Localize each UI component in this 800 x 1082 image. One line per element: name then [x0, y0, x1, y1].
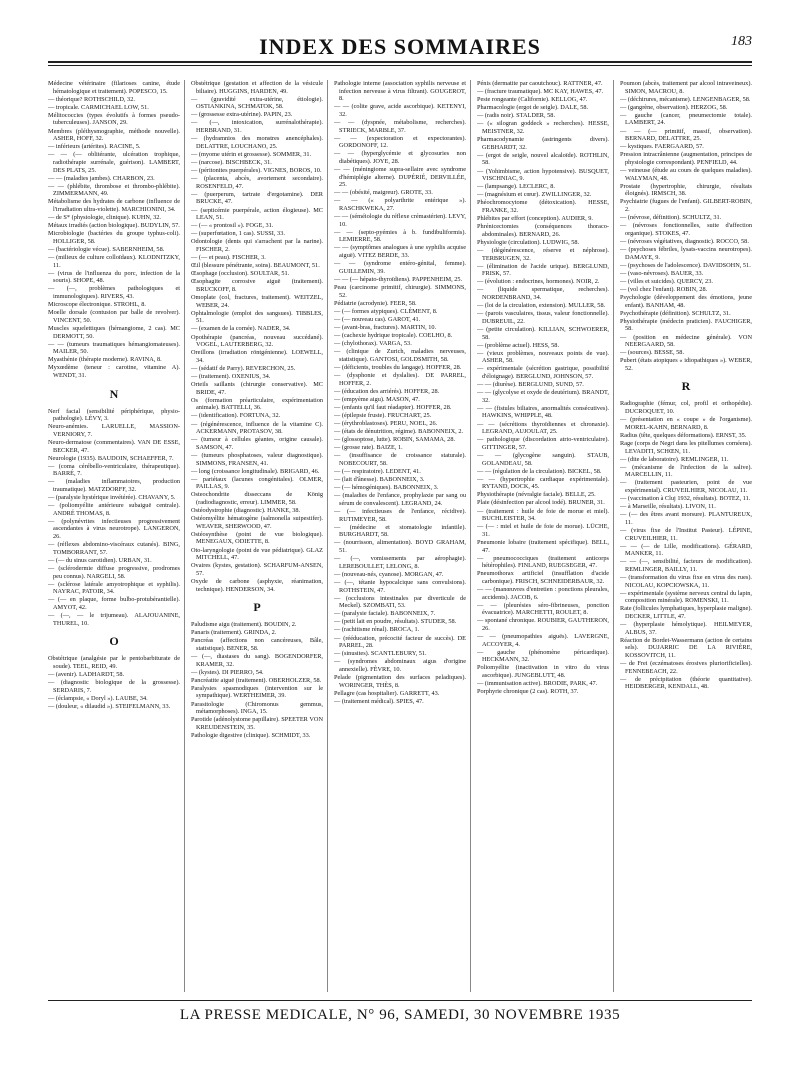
index-entry: — (névrose, définition). SCHULTZ, 31. [620, 214, 722, 222]
index-entry: — (petite circulation). KILLIAN, SCHWOERER, 58. [477, 325, 609, 341]
index-entry: Œsophage (occlusion). SOULTAR, 51. [191, 270, 290, 278]
index-entry: — — (— oblitérante, ulcération trophique, radiothérapie surrénale, guérison). LAMBERT, DES PLATS, 25. [48, 151, 180, 174]
index-entry: — (paralysie hystérique invétérée). CHAVANY, 5. [48, 494, 176, 502]
index-entry: Parotide (adénolystome papillaire). SPEETER VON KREUDENSTEIN, 35. [191, 716, 323, 731]
index-entry: — (— et peau). FISCHER, 3. [191, 254, 266, 262]
index-entry: — (évolution : endocrines, hormones). NOIR, 2. [477, 278, 600, 286]
index-entry: — — (régulation de la circulation). BICKEL, 58. [477, 467, 602, 475]
index-entry: — — (manœuvres d'entretien : ponctions pleurales, accidents). JACOB, 6. [477, 586, 609, 601]
index-entry: — (mécanisme de l'infection de la salive). MARCELLIN, 11. [620, 463, 752, 479]
index-entry: — (grosse rate). BAIZE, 1. [334, 444, 403, 452]
index-entry: — (examen de la cornée). NADER, 34. [191, 325, 291, 333]
index-entry: — gauche (cancer, pneumectomie totale). LAMBERT, 24. [620, 111, 752, 127]
index-entry: — (médecine et stomatologie infantile). BURGHARDT, 58. [334, 523, 466, 539]
index-entry: — (états de dénutrition, régime). BABONNEIX, 2. [334, 428, 464, 436]
index-entry: — (milieux de culture colloïdaux). KLODNITZKY, 11. [48, 254, 180, 269]
index-entry: Pharmacodynamie (astringents divers). GEBHARDT, 32. [477, 136, 609, 151]
index-entry: — théorique? ROTHSCHILD, 32. [48, 95, 135, 103]
index-entry: Pancréatite aiguë (traitement). OBERHOLZER, 58. [191, 676, 322, 684]
index-entry: — (liquide spermatique, recherches). NORDENBRAND, 34. [477, 286, 609, 302]
index-entry: — (polynévrites infectieuses progressivement ascendantes à virus neurotrope). LANGERON, 26. [48, 517, 180, 541]
index-entry: Plaie (désinfection par alcool iodé). BRUNER, 31. [477, 499, 605, 507]
index-entry: — spontané chronique. ROUBIER, GAUTHERON, 26. [477, 617, 609, 632]
index-entry: Paludisme aigu (traitement). BOUDIN, 2. [191, 621, 297, 629]
index-entry: — (rééducation, précocité facteur de succès). DE PARREL, 28. [334, 634, 466, 650]
index-entry: Métaux irradiés (action biologique). BUDYLIN, 57. [48, 222, 180, 230]
index-columns [48, 80, 752, 992]
index-column [620, 80, 752, 992]
index-entry: — pariétaux (lacunes congénitales). OLMER, PAILLAS, 9. [191, 475, 323, 491]
index-entry: Neuro-dermatose (commentaires). VAN DE ESSE, BECKER, 47. [48, 438, 180, 454]
index-entry: Phlébites par effort (conception). AUDIER, 9. [477, 215, 593, 223]
index-entry: — — (obésité, maigreur). GROTE, 33. [334, 189, 433, 197]
index-entry: — (nourrisson, alimentation). BOYD GRAHAM, 51. [334, 539, 466, 555]
index-entry: Poliomyélite (inactivation in vitro du virus ascorbique). JUNGEBLUTT, 48. [477, 664, 609, 680]
index-entry: — (immunisation active). BRODIE, PARK, 47. [477, 680, 598, 688]
index-entry: — (—, vomissements par aérophagie). LEREBOULLET, LELONG, 8. [334, 555, 466, 570]
index-entry: — (clinique de Zurich, maladies nerveuses, statistique). GANTOSI, GOLDSMITH, 58. [334, 348, 466, 363]
index-entry: Psychothérapie (définition). SCHULTZ, 31. [620, 309, 731, 317]
index-entry: Pubert (états atopiques « idiopathiques »). WEBER, 52. [620, 357, 752, 372]
index-entry: Obstétrique (gestation et affection de la vésicule biliaire). HUGGINS, HARDEN, 49. [191, 80, 323, 95]
index-entry: — (— nouveau cas). GAROT, 41. [334, 315, 421, 323]
index-entry: — (vol chez l'enfant). ROBIN, 28. [620, 285, 708, 293]
index-entry: Omoplate (col, fractures, traitement). WEITZEL, WEBER, 24. [191, 294, 323, 309]
index-entry: — (villes et suicides). QUERCY, 23. [620, 277, 713, 285]
index-entry: Pneumothorax artificiel (insufflation d'acide carbonique). FRISCH, SCHNEIDERBAUR, 32. [477, 570, 609, 585]
index-entry: — gauche (phénomène péricardique). HECKMANN, 32. [477, 648, 609, 664]
index-entry: — — (— hépato-thyroïdiens). PAPPENHEIM, 25. [334, 275, 463, 283]
index-entry: — — (fistules biliaires, anormalités consécutives). HAWKINS, WHIPPLE, 48. [477, 404, 609, 420]
index-entry: — (transformation du virus fixe en virus des rues). NICOLAU, KOPCIOWSKA, 11. [620, 574, 752, 589]
index-entry: Odontologie (dents qui s'arrachent par la narine). FISCHER, 2. [191, 238, 323, 253]
index-entry: Pneumonie lobaire (traitement spécifique). BELL, 47. [477, 538, 609, 554]
index-entry: — (hyperplasie hémolytique). HEILMEYER, ALBUS, 37. [620, 621, 752, 636]
index-entry: — (parois vasculaires, tissus, valeur fonctionnelle). DUBREUIL, 22. [477, 310, 609, 325]
index-entry: — (— respiratoire). LEDENT, 41. [334, 468, 421, 476]
index-entry: Parasitologie (Chiromonus gemmus, métamorphoses). INGA, 15. [191, 700, 323, 716]
index-entry: — (élimination de l'acide urique). BERGLUND, FRISK, 57. [477, 262, 609, 278]
index-entry: — (position en médecine générale). VON NEERGAARD, 58. [620, 333, 752, 349]
index-entry: Peau (carcinome primitif, chirurgie). SIMMONS, 52. [334, 283, 466, 299]
index-entry: — pneumococciques (traitement anticorps hétérophiles). FINLAND, RUEGSEGER, 47. [477, 554, 609, 570]
index-entry: Peste rongeante (Californie). KELLOG, 47. [477, 96, 588, 104]
index-entry: Poumon (abcès, traitement par alcool intraveineux). SIMON, MACROU, 8. [620, 80, 752, 95]
index-entry: Oxyde de carbone (asphyxie, réanimation, technique). HENDERSON, 34. [191, 577, 323, 593]
header-rule [48, 61, 752, 66]
index-entry: — (hydramnios des monstres anencéphales). DELATTRE, LOUCHANO, 25. [191, 135, 323, 150]
index-entry: — — (syndrome entéro-génital, femme). GUILLEMIN, 39. [334, 260, 466, 275]
index-entry: — (sources). BESSE, 58. [620, 349, 685, 357]
index-entry: — (réflexes abdomino-viscéraux cutanés). BING, TOMBORRANT, 57. [48, 541, 180, 556]
index-entry: — — (pleurésies séro-fibrineuses, ponction évacuatrice). MARCHETTI, ROULET, 8. [477, 601, 609, 617]
index-entry: — (psychoses fébriles, lysats-vaccins neurotropes). DAMAYE, 9. [620, 245, 752, 261]
index-entry: Microscope électronique. STROHL, 8. [48, 301, 146, 309]
index-entry: — (sclérodermie diffuse progressive, prodromes peu connus). NARGELI, 58. [48, 564, 180, 580]
index-entry: Panaris (traitement). GRINDA, 2. [191, 629, 277, 637]
section-letter: N [109, 386, 119, 401]
index-entry: — — (séméiologie du réflexe crémastérien). LEVY, 10. [334, 213, 466, 228]
index-entry: — (loi de la circulation, extension). MULLER, 58. [477, 302, 606, 310]
index-entry: — — (— de Lille, modifications). GÉRARD, MANKER, 11. [620, 542, 752, 558]
index-entry: — — (hyperglycémie et glycosuries non diabétiques). JOYE, 28. [334, 150, 466, 165]
index-entry: — pathologique (discordation atrio-ventriculaire). GITTINGER, 57. [477, 436, 609, 451]
page-title: INDEX DES SOMMAIRES [259, 34, 541, 59]
index-entry: — (paralysie faciale). BABONNEIX, 7. [334, 610, 436, 618]
index-entry: — (chylothorax). VARGA, 53. [334, 340, 412, 348]
index-entry: — (« silogran goddeck » recherches). HESSE, MEISTNER, 32. [477, 120, 609, 136]
index-entry: — (déficients, troubles du langage). HOFFER, 28. [334, 363, 462, 371]
index-entry: — long (croissance longitudinale). BRIGARD, 46. [191, 467, 320, 475]
index-entry: — (éducation des arriérés). HOFFER, 28. [334, 387, 440, 395]
index-entry: — (—, tétanie hypocalcique sans convulsions). ROTHSTEIN, 47. [334, 578, 466, 594]
index-entry: — (— : miel et huile de foie de morue). LÜCHE, 31. [477, 523, 609, 538]
index-entry: Ovaires (kystes, gestation). SCHARFUM-ANSEN, 57. [191, 562, 323, 577]
index-entry: Pancréas (affections non cancéreuses, Bâle, statistique). BENER, 58. [191, 637, 323, 652]
index-entry: — — (symptômes analogues à une syphilis acquise aiguë). VITEZ BERDE, 33. [334, 244, 466, 260]
index-entry: — (bactériologie vécue). SABERNHEIM, 58. [48, 245, 165, 253]
index-entry: Médecine vétérinaire (filarioses canine, étude hématologique et traitement). POPESCO, 15. [48, 80, 180, 95]
index-entry: — (tumeur à cellules géantes, origine causale). SAMSON, 47. [191, 436, 323, 451]
index-entry: — (lampsange). LECLERC, 8. [477, 183, 555, 191]
index-entry: — veineuse (étude au cours de quelques maladies). WALYMAN, 48. [620, 167, 752, 182]
index-entry: — (syndromes abdominaux aigus d'origine annexielle). FÈVRE, 10. [334, 658, 466, 673]
index-entry: Ostéodystrophie (diagnostic). HANKE, 38. [191, 507, 301, 515]
section-letter: P [253, 600, 261, 615]
index-entry: Physiothérapie (névralgie faciale). BELLE, 25. [477, 491, 596, 499]
index-entry: — (puerperum, tartrate d'ergotamine). DER BRUCKE, 47. [191, 190, 323, 206]
index-entry: — (— « prontosil »). FOGE, 31. [191, 222, 274, 230]
index-entry: — (déchirures, mécanisme). LENGENBAGER, 58. [620, 95, 751, 103]
index-entry: — (vaccination à Cluj 1932, résultats). BOTEZ, 11. [620, 495, 751, 503]
footer-text: LA PRESSE MEDICALE, N° 96, SAMEDI, 30 NOVEMBRE 1935 [179, 1007, 621, 1023]
index-entry: — — (dyspnée, métabolisme, recherches). STRIECK, MARBLE, 37. [334, 118, 466, 134]
index-entry: — (vaso-névroses). BAUER, 33. [620, 269, 704, 277]
index-entry: — — (maladies jambes). CHARBON, 23. [48, 174, 155, 182]
index-entry: — (magnésium et cœur). ZWILLINGER, 32. [477, 191, 592, 199]
index-entry: Pression intracrânienne (augmentation, principes de physiologie correspondant). PENFIELD, 44. [620, 151, 752, 166]
index-entry: — — (glycogène sanguin). STAUB, GOLANDEAU, 58. [477, 451, 609, 467]
index-entry: — (virus fixe de l'Institut Pasteur). LÉPINE, CRUVEILHIER, 11. [620, 526, 752, 542]
index-entry: — (myome utérin et grossesse). SOMMER, 31. [191, 150, 312, 158]
index-entry: — (placenta, abcès, avortement secondaire). ROSENFELD, 47. [191, 175, 323, 190]
index-entry: Membres (pléthysmographie, méthode nouvelle). ASHER, HOFF, 32. [48, 127, 180, 143]
index-entry: — (sédatif de Parry). REVERCHON, 25. [191, 364, 296, 372]
index-entry: Phrénicectomies (conséquences thoraco-abdominales). BERNARD, 26. [477, 223, 609, 238]
index-entry: — (—, problèmes pathologiques et immunologiques). RIVERS, 43. [48, 285, 180, 301]
index-entry: Physiologie (circulation). LUDWIG, 58. [477, 238, 580, 246]
index-entry: — (narcose). BISCHBECK, 31. [191, 158, 272, 166]
index-entry: — (traitement pasteurien, point de vue expérimental). CRUVEILHIER, NICOLAU, 11. [620, 479, 752, 494]
index-entry: — (glossoptose, lutte). ROBIN, SAMAMA, 28. [334, 436, 456, 444]
index-entry: Moelle dorsale (contusion par balle de revolver). VINCENT, 50. [48, 309, 180, 324]
index-entry: Pathologie interne (association syphilis nerveuse et infection nerveuse à virus filtrant). GOUGEROT, 8. [334, 80, 466, 103]
index-entry: — (radis noir). STALDER, 58. [477, 112, 556, 120]
index-entry: Osteochondrite disseccans de König (radiodiagnostic, erreur). LIMMER, 58. [191, 491, 323, 506]
index-entry: Psychologie (développement des émotions, jeune enfant). BANHAM, 48. [620, 294, 752, 309]
index-entry: — — (—, sensibilité, facteurs de modification). REMLINGER, BAILLY, 11. [620, 558, 752, 573]
index-entry: Orteils saillants (chirurgie conservative). MC BRIDE, 47. [191, 381, 323, 396]
index-entry: Ophtalmologie (emploi des sangsues). TIBBLES, 51. [191, 309, 323, 325]
index-entry: Pédiatrie (acrodynie). FEER, 58. [334, 299, 417, 307]
index-entry: — (vieux problèmes, nouveaux points de vue). ASHER, 58. [477, 349, 609, 365]
index-entry: — (avenir). LADHARDT, 58. [48, 670, 125, 678]
index-entry: Microbiologie (bactéries du groupe typhus-coli). HOLLIGER, 58. [48, 230, 180, 245]
index-entry: Physiothérapie (médecin praticien). FAUCHIGER, 58. [620, 317, 752, 333]
index-entry: — (traitement : huile de foie de morue et miel). BUCHLEISTER, 34. [477, 507, 609, 523]
index-entry: Porphyrie chronique (2 cas). ROTH, 37. [477, 688, 579, 696]
index-entry: — (fracture traumatique). MC KAY, HAWES, 47. [477, 88, 604, 96]
index-entry: — — (« polyarthrite entérique »). RASCHKWEKA, 27. [334, 197, 466, 212]
section-letter: R [681, 379, 691, 394]
index-entry: Nerf facial (sensibilité périphérique, physio-pathologie). LÉVY, 3. [48, 407, 180, 423]
index-entry: — (—, — le trijumeau). ALAJOUANINE, THUREL, 10. [48, 612, 180, 627]
index-entry: — (insuffisance de croissance staturale). NOBECOURT, 58. [334, 452, 466, 467]
index-entry: — (sinusites). SCANTLEBURY, 51. [334, 650, 427, 658]
index-entry: — (avant-bras, fractures). MARTIN, 10. [334, 323, 437, 331]
index-entry: — — (— primitif, massif, observation). BERNARD, DELATTRE, 25. [620, 127, 752, 143]
index-entry: — (—, diastases du sang). BOGENDORFER, KRAMER, 32. [191, 652, 323, 668]
index-entry: — (traitement médical). SPIES, 47. [334, 697, 424, 705]
index-entry: — (poliomyélite antérieure subaiguë centrale). ANDRÉ THOMAS, 8. [48, 502, 180, 517]
index-entry: — — (expectoration et expectorantes). GORDONOFF, 12. [334, 134, 466, 150]
section-letter: O [109, 634, 119, 649]
index-entry: — (lait d'ânesse). BABONNEIX, 3. [334, 476, 425, 484]
index-entry: Pellagre (cas hospitalier). GARRETT, 43. [334, 689, 440, 697]
index-entry: Oto-laryngologie (point de vue pédiatrique). GLAZ MITCHELL, 47. [191, 546, 323, 562]
index-entry: Métabolisme des hydrates de carbone (influence de l'irradiation ultra-violette). MARCHIONINI, 34. [48, 198, 180, 213]
index-column [334, 80, 471, 992]
index-entry: — (épilepsie fruste). FRUCHART, 25. [334, 411, 432, 419]
index-entry: Obstétrique (analgésie par le pentobarbiturate de soude). TEEL, REID, 49. [48, 655, 180, 670]
index-entry: — (dite de laboratoire). REMLINGER, 11. [620, 455, 729, 463]
index-entry: — (nouveau-nés, cyanose). MORGAN, 47. [334, 570, 444, 578]
index-entry: Pelade (pigmentation des surfaces peladiques). WORINGER, THÈS, 8. [334, 674, 466, 689]
index-entry: — à Marseille, résultats). LIVON, 11. [620, 503, 716, 511]
index-column [477, 80, 614, 992]
index-entry: Muscles squelettiques (hémangiome, 2 cas). MC DERMOTT, 50. [48, 324, 180, 340]
index-entry: — — (diurèse). BERGLUND, SUND, 57. [477, 381, 584, 389]
index-entry: — — (phlébite, thrombose et thrombo-phlébite). ZIMMERMANN, 49. [48, 182, 180, 198]
index-entry: Myasthénie (thérapie moderne). RAVINA, 8. [48, 356, 162, 364]
index-entry: — (superfœtation, 1 cas). SUSSI, 33. [191, 230, 285, 238]
index-entry: — (érythroblastoses). PERU, NOEL, 26. [334, 420, 438, 428]
index-column [48, 80, 185, 992]
index-entry: — (—, intoxication, surrénalothérapie). HERBRAND, 31. [191, 119, 323, 135]
index-entry: — (douleur, « dilaudid »). STEIFELMANN, 33. [48, 702, 171, 710]
index-entry: Ostéosynthèse (point de vue biologique). MENEGAUX, ODIETTE, 8. [191, 530, 323, 546]
index-entry: — (— des êtres avant morsure). PLANTUREUX, 11. [620, 511, 752, 526]
index-entry: — (petit lait en poudre, résultats). STUDER, 58. [334, 618, 457, 626]
index-entry: — (— en plaque, forme bulbo-protubérantielle). AMYOT, 42. [48, 596, 180, 611]
index-entry: — (névroses fonctionnelles, suite d'affection organique). STOKES, 47. [620, 222, 752, 237]
index-entry: Opothérapie (pancréas, nouveau succédané). VOGEL, LAUTERBERG, 32. [191, 333, 323, 349]
index-entry: — (— hémogéniques). BABONNEIX, 3. [334, 484, 439, 492]
index-entry: — (tumeurs phosphatoses, valeur diagnostique). SIMMONS, FRANSEN, 41. [191, 451, 323, 467]
index-entry: — (— formes atypiques). CLÉMENT, 8. [334, 307, 438, 315]
index-entry: — (sclérose latérale amyotrophique et syphilis). NAYRAC, PATOIR, 34. [48, 580, 180, 596]
index-entry: — (enfants qu'il faut réadapter). HOFFER, 28. [334, 403, 452, 411]
index-entry: — (grossesse extra-utérine). PAPIN, 23. [191, 111, 293, 119]
index-entry: — expérimentale (système nerveux central du lapin, composition minérale). ROMENSKI, 11. [620, 589, 752, 605]
index-entry: Neurologie (1935). BAUDOIN, SCHAEFFER, 7. [48, 454, 174, 462]
index-entry: Rage (corps de Negri dans les pitellumes cornéens). LEVADITI, SCHŒN, 11. [620, 439, 752, 455]
index-entry: — (régénérescence, influence de la vitamine C). ACKERMANN, PROTASOV, 38. [191, 420, 323, 436]
index-entry: — (diagnostic biologique de la grossesse). SERDARIS, 7. [48, 678, 180, 694]
index-entry: — — (glycolyse et oxyde de deutérium). BRANDT, 32. [477, 389, 609, 404]
index-entry: — tropicale. CARMICHAEL LOW, 51. [48, 103, 149, 111]
index-entry: Radius (tête, quelques déformations). ERNST, 35. [620, 431, 747, 439]
index-entry: — (coma cérébello-ventriculaire, thérapeutique). BARRÉ, 7. [48, 462, 180, 478]
index-entry: Prostate (hypertrophie, chirurgie, résultats éloignés). IRMSCH, 38. [620, 182, 752, 198]
page-header [48, 28, 752, 66]
index-entry: — (problème actuel). HESS, 58. [477, 341, 560, 349]
index-entry: Myxœdème (teneur : carotine, vitamine A). WENDT, 31. [48, 364, 180, 379]
index-entry: — (— du sinus carotidien). URBAN, 31. [48, 556, 152, 564]
index-entry: — (gangrène, observation). HERZOG, 58. [620, 103, 728, 111]
index-entry: Œsophagite corrosive aiguë (traitement). BRUCKOFF, 8. [191, 278, 323, 293]
index-entry: — — (septo-pyémies à b. fundibuliformis). LEMIERRE, 58. [334, 228, 466, 244]
index-entry: — (névroses végétatives, diagnostic). ROCCO, 58. [620, 237, 749, 245]
index-entry: Neuro-anémies. LARUELLE, MASSION-VERNIORY, 7. [48, 423, 180, 438]
index-entry: Ostéomyélite hématogène (salmonella suipestifer). WEAVER, SHERWOOD, 47. [191, 515, 323, 530]
index-entry: — (dysphonie et dyslalies). DE PARREL, HOFFER, 2. [334, 371, 466, 387]
page-footer [48, 1000, 752, 1025]
index-entry: Pathologie digestive (clinique). SCHMIDT, 33. [191, 731, 311, 739]
index-entry: — (ergot de seigle, nouvel alcaloïde). ROTHLIN, 58. [477, 151, 609, 167]
index-entry: — expérimentale (sécrétion gastrique, possibilité d'éloignage). BERGLUND, JOHNSON, 57. [477, 365, 609, 380]
index-column [191, 80, 328, 992]
index-entry: — (psychoses de l'adolescence). DAVIDSOHN, 51. [620, 261, 751, 269]
index-entry: Oreillons (irradiation röntgénienne). LOEWELL, 34. [191, 349, 323, 364]
index-entry: — de S* (physiologie, clinique). KUHN, 32. [48, 214, 161, 222]
index-entry: — (présentation en « coupe » de l'organisme). MOREL-KAHN, BERNARD, 8. [620, 416, 752, 431]
index-entry: Mélitococcies (types évolutifs à formes pseudo-tuberculeuses). JANSON, 29. [48, 111, 180, 127]
index-entry: — kystiques. FAERGAARD, 57. [620, 143, 704, 151]
index-entry: — (occlusions intestinales par diverticule de Meckel). SZOMBATI, 53. [334, 594, 466, 610]
index-entry: — (maladies de l'enfance, prophylaxie par sang ou sérum de convalescent). LEGRAND, 24. [334, 492, 466, 507]
index-entry: — (empyème aigu). MASON, 47. [334, 395, 420, 403]
index-entry: — — (tumeurs traumatiques hémangiomateuses). MAILER, 50. [48, 340, 180, 356]
index-entry: — (cachexie hydrique tropicale). COELHO, 8. [334, 332, 453, 339]
index-entry: — (identification). FORTUNA, 32. [191, 412, 281, 420]
index-entry: Réaction de Bordet-Wassermann (action de certains sels). DUJARRIC DE LA RIVIÈRE, KOSSOVITCH, 11. [620, 636, 752, 659]
index-entry: — — (colite grave, acide ascorbique). KETENYI, 32. [334, 103, 466, 118]
index-entry: — (traitement). OXENIUS, 34. [191, 372, 271, 380]
index-entry: — (virus de l'influenza du porc, infection de la souris). SHOPE, 48. [48, 269, 180, 285]
index-entry: — (septicémie puerpérale, action élogieuse). MC LEAN, 51. [191, 206, 323, 222]
index-entry: — (péritonites puerpérales). VIGNES, BOROS, 10. [191, 167, 322, 175]
index-entry: Os (formation préarticulaire, expérimentation animale). BATTELLI, 36. [191, 396, 323, 412]
index-entry: Rate (follicules lymphatiques, hyperplasie maligne). DECKER, LITTLE, 47. [620, 605, 752, 620]
page-number: 183 [731, 34, 752, 49]
index-entry: — (éclampsie, « Doryl »). LAUBE, 34. [48, 694, 148, 702]
index-entry: Pharmacologie (ergot de seigle). DALE, 58. [477, 104, 589, 112]
index-entry: — (gravidité extra-utérine, étiologie). OSTIANKINA, SCHMATOK, 58. [191, 95, 323, 111]
index-entry: — inférieurs (artérites). RACINE, 5. [48, 143, 141, 151]
index-entry: Paralysies spasmodiques (intervention sur le sympathique). WERTHEIMER, 39. [191, 684, 323, 700]
index-entry: — (— infectieuses de l'enfance, récidive). RUTIMEYER, 58. [334, 508, 466, 523]
index-entry: — (Yohimbisme, action hypotensive). BUSQUET, VISCHNIAC, 9. [477, 167, 609, 183]
index-entry: — (dégénérescence, réserve et néphrose). TERBRUGEN, 32. [477, 246, 609, 262]
index-entry: — de précipitation (théorie quantitative). HEIDBERGER, KENDALL, 48. [620, 675, 752, 691]
index-entry: Radiographie (fémur, col, profil et orthopédie). DUCROQUET, 10. [620, 400, 752, 416]
index-entry: — — (hypertrophie cardiaque expérimentale). RYTAND, DOCK, 45. [477, 475, 609, 491]
index-entry: — (rachitisme rénal). BROCA, 1. [334, 626, 420, 634]
index-entry: — de Frei (eczématoses érosives pluriorificielles). FENNEBEACH, 22. [620, 660, 752, 675]
index-entry: Œil (blessure pénétrante, soins). BEAUMONT, 51. [191, 262, 320, 270]
index-entry: — (kystes). DI PIERRO, 54. [191, 668, 264, 676]
index-entry: Pénis (dermatite par caoutchouc). RATTNER, 47. [477, 80, 603, 87]
index-entry: — (maladies inflammatoires, production traumatique). MATZDORFF, 32. [48, 478, 180, 493]
index-entry: — — (pneumopathies aiguës). LAVERGNE, ACCOYER, 4. [477, 633, 609, 648]
index-entry: — — (méningiome supra-sellaire avec syndrome d'hémiplégie alterne). DUPÉRIÉ, DERVILLÉE, 25. [334, 166, 466, 189]
index-entry: Phéochromocytome (détoxication). HESSE, FRANKE, 32. [477, 199, 609, 214]
index-entry: Psychiatrie (fugues de l'enfant). GILBERT-ROBIN, 2. [620, 198, 752, 213]
index-entry: — — (sécrétions thyroïdiennes et chronaxie). LEGRAND, AUJOULAT, 25. [477, 420, 609, 436]
